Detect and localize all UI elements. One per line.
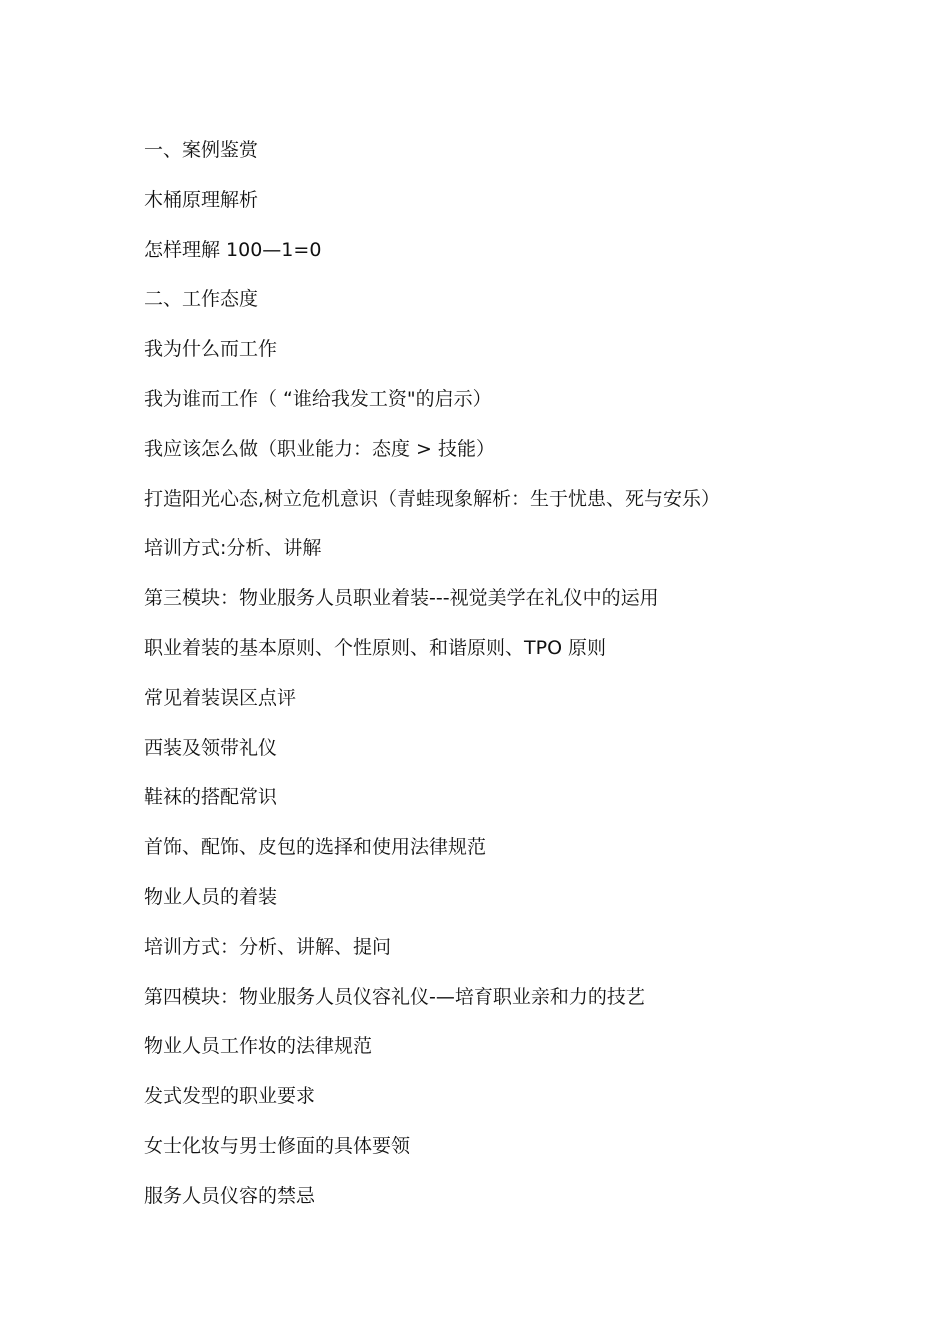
text-line: 物业人员的着装 [144, 885, 278, 908]
document-body [144, 134, 904, 1230]
text-line: 常见着装误区点评 [144, 686, 297, 709]
text-line: 打造阳光心态,树立危机意识（青蛙现象解析：生于忧患、死与安乐） [144, 487, 721, 510]
training-method-line: 培训方式：分析、讲解、提问 [144, 935, 392, 958]
text-line: 鞋袜的搭配常识 [144, 786, 278, 809]
section-heading-case-study: 一、案例鉴赏 [144, 139, 259, 161]
module-heading-3: 第三模块：物业服务人员职业着装---视觉美学在礼仪中的运用 [144, 587, 659, 610]
text-line: 职业着装的基本原则、个性原则、和谐原则、TPO 原则 [144, 636, 607, 659]
text-line: 首饰、配饰、皮包的选择和使用法律规范 [144, 836, 487, 859]
text-line: 怎样理解 100—1=0 [144, 238, 322, 261]
text-line: 女士化妆与男士修面的具体要领 [144, 1134, 411, 1157]
text-line: 服务人员仪容的禁忌 [144, 1184, 316, 1207]
text-line: 我为谁而工作（ “谁给我发工资"的启示） [144, 387, 492, 410]
text-line: 木桶原理解析 [144, 188, 259, 211]
training-method-line: 培训方式:分析、讲解 [144, 537, 322, 560]
text-line: 我为什么而工作 [144, 338, 278, 361]
module-heading-4: 第四模块：物业服务人员仪容礼仪-—培育职业亲和力的技艺 [144, 985, 645, 1008]
text-line: 发式发型的职业要求 [144, 1085, 316, 1108]
text-line: 物业人员工作妆的法律规范 [144, 1035, 373, 1058]
text-line: 西装及领带礼仪 [144, 736, 278, 759]
section-heading-work-attitude: 二、工作态度 [144, 288, 259, 311]
text-line: 我应该怎么做（职业能力：态度 > 技能） [144, 437, 496, 460]
